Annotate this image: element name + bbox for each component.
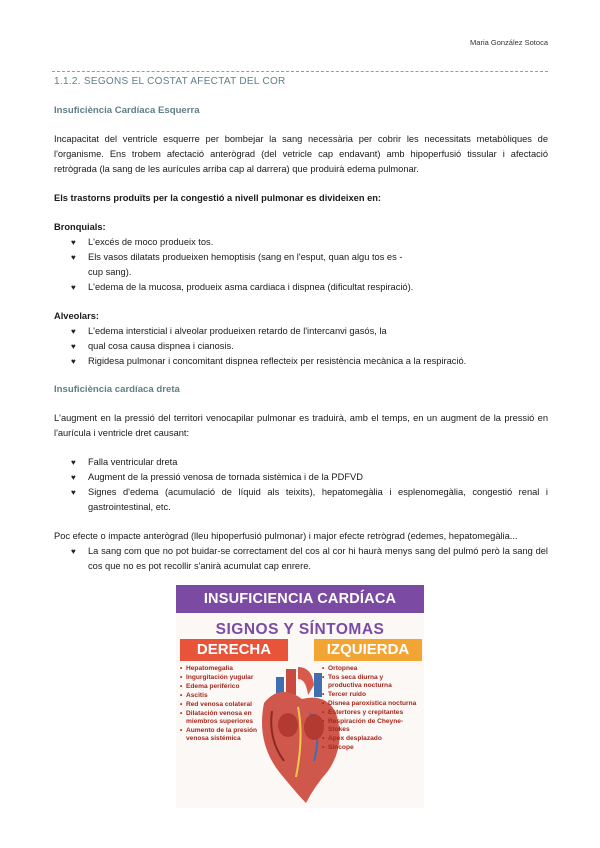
sign-item: • Red venosa colateral (180, 701, 268, 709)
sign-item: • Respiración de Cheyne-Stokes (322, 718, 418, 733)
left-side-label: IZQUIERDA (314, 639, 422, 661)
closing-paragraph: Poc efecte o impacte anterògrad (lleu hipoperfusió pulmonar) i major efecte retrògrad (edemes, hepatomegàlia... (54, 531, 518, 541)
list-item: ♥ Rigidesa pulmonar i concomitant dispnea reflecteix per resistència mecànica a la respiració. (88, 354, 548, 369)
sign-item: • Tos seca diurna y productiva nocturna (322, 674, 418, 689)
heart-bullet-icon: ♥ (71, 473, 76, 482)
list-item: ♥ L'edema intersticial i alveolar produeixen retardo de l'intercanvi gasós, la (88, 324, 548, 339)
sign-item: • Hepatomegalia (180, 665, 268, 673)
right-signs-list (180, 665, 268, 744)
heart-bullet-icon: ♥ (71, 327, 76, 336)
sign-item: • Tercer ruido (322, 691, 418, 699)
heart-bullet-icon: ♥ (71, 283, 76, 292)
sign-item: • Apex desplazado (322, 735, 418, 743)
list-item: ♥ Signes d'edema (acumulació de líquid als teixits), hepatomegàlia i esplenomegàlia, congestió renal i gastrointestinal, etc. (71, 487, 548, 512)
left-intro-paragraph: Incapacitat del ventricle esquerre per bombejar la sang necessària per cobrir les necessitats metabòliques de l'organisme. Ens trobem afectació anterògrad (del vetricle cap endavant) amb hipoperfusió tissular i afectació retrògrada (la sang de les aurícules arriba cap al darrera) que produirà edema pulmonar. (54, 134, 548, 174)
right-side-label: DERECHA (180, 639, 288, 661)
heart-failure-infographic (176, 585, 424, 808)
alveolars-list (54, 324, 548, 369)
heart-bullet-icon: ♥ (71, 357, 76, 366)
heart-bullet-icon: ♥ (71, 342, 76, 351)
list-item: ♥ La sang com que no pot buidar-se correctament del cos al cor hi haurà menys sang del pulmó però la sang del cos que no es pot recollir s'anirà acumulat cap enrere. (71, 546, 548, 571)
list-item: ♥ L'edema de la mucosa, produeix asma cardiaca i dispnea (dificultat respiració). (88, 280, 548, 295)
document-body (54, 74, 548, 574)
sign-item: • Estertores y crepitantes (322, 709, 418, 717)
list-item: ♥ L'excés de moco produeix tos. (88, 235, 548, 250)
sign-item: • Ingurgitación yugular (180, 674, 268, 682)
bronquials-title: Bronquials: (54, 222, 106, 232)
heart-bullet-icon: ♥ (71, 253, 76, 262)
right-causes-list (54, 455, 548, 515)
section-title: 1.1.2. SEGONS EL COSTAT AFECTAT DEL COR (54, 76, 286, 87)
right-heart-failure-heading: Insuficiència cardíaca dreta (54, 384, 180, 395)
sign-item: • Ortopnea (322, 665, 418, 673)
heart-bullet-icon: ♥ (71, 488, 76, 497)
sign-item: • Edema periférico (180, 683, 268, 691)
list-item: ♥ Els vasos dilatats produeixen hemoptisis (sang en l'esput, quan algu tos es - (88, 250, 548, 265)
infographic-title: INSUFICIENCIA CARDÍACA (176, 585, 424, 613)
header-divider (52, 71, 548, 72)
infographic-subtitle: SIGNOS Y SÍNTOMAS (215, 621, 385, 638)
sign-item: • Síncope (322, 744, 418, 752)
list-item: ♥ Augment de la pressió venosa de tornada sistèmica i de la PDFVD (88, 470, 548, 485)
heart-bullet-icon: ♥ (71, 238, 76, 247)
left-signs-list (322, 665, 418, 753)
pulmonary-congestion-lead: Els trastorns produïts per la congestió a nivell pulmonar es divideixen en: (54, 193, 382, 203)
author-name: Maria González Sotoca (470, 38, 548, 47)
heart-bullet-icon: ♥ (71, 458, 76, 467)
closing-list (54, 544, 548, 574)
list-item: cup sang). (88, 267, 132, 277)
alveolars-title: Alveolars: (54, 311, 99, 321)
right-intro-paragraph: L'augment en la pressió del territori venocapilar pulmonar es traduirà, amb el temps, en un augment de la pressió en l'aurícula i ventricle dret causant: (54, 413, 548, 438)
bronquials-list (54, 235, 548, 295)
list-item: ♥ Falla ventricular dreta (88, 455, 548, 470)
sign-item: • Aumento de la presión venosa sistémica (180, 727, 268, 742)
list-item: ♥ qual cosa causa dispnea i cianosis. (88, 339, 548, 354)
sign-item: • Ascitis (180, 692, 268, 700)
left-heart-failure-heading: Insuficiència Cardíaca Esquerra (54, 105, 200, 116)
sign-item: • Dilatación venosa en miembros superiores (180, 710, 268, 725)
sign-item: • Disnea paroxística nocturna (322, 700, 418, 708)
heart-bullet-icon: ♥ (71, 547, 76, 556)
